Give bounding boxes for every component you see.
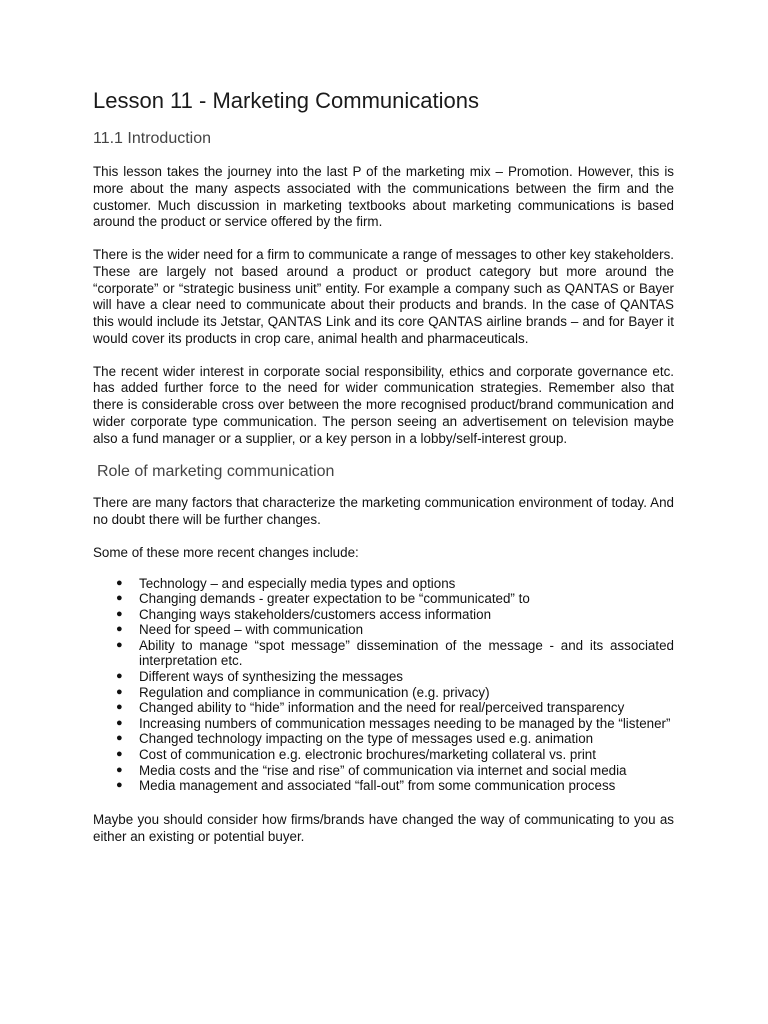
lesson-title: Lesson 11 - Marketing Communications <box>93 88 479 113</box>
changes-list <box>93 576 674 794</box>
list-item <box>93 638 674 669</box>
list-item-text: Cost of communication e.g. electronic brochures/marketing collateral vs. print <box>139 747 596 763</box>
bullet-icon: ● <box>116 748 123 761</box>
closing-paragraph: Maybe you should consider how firms/brands have changed the way of communicating to you as either an existing or potential buyer. <box>93 811 674 844</box>
list-item-text: Changing demands - greater expectation to be “communicated” to <box>139 591 530 607</box>
list-item <box>93 685 674 701</box>
list-item <box>93 591 674 607</box>
list-item-text: Ability to manage “spot message” dissemination of the message - and its associated interpretation etc. <box>139 637 674 669</box>
list-item <box>93 669 674 685</box>
list-item <box>93 763 674 779</box>
list-item-text: Different ways of synthesizing the messages <box>139 669 403 685</box>
list-item-text: Regulation and compliance in communication (e.g. privacy) <box>139 684 490 700</box>
bullet-icon: ● <box>116 732 123 745</box>
list-item-text: Changed ability to “hide” information and the need for real/perceived transparency <box>139 700 625 716</box>
list-item-text: Media management and associated “fall-out” from some communication process <box>139 778 616 794</box>
bullet-icon: ● <box>116 592 123 605</box>
bullet-icon: ● <box>116 607 123 620</box>
list-item <box>93 747 674 763</box>
bullet-icon: ● <box>116 638 123 651</box>
role-paragraph-1: There are many factors that characterize the marketing communication environment of today. And no doubt there will be further changes. <box>93 495 674 527</box>
intro-paragraph-3: The recent wider interest in corporate social responsibility, ethics and corporate governance etc. has added further force to the need for wider communication strategies. Remember also that there is considerable cross over between the more recognised product/brand communication and wider corporate type communication. The person seeing an advertisement on television maybe also a fund manager or a supplier, or a key person in a lobby/self-interest group. <box>93 363 674 446</box>
list-item <box>93 576 674 592</box>
list-item-text: Changed technology impacting on the type of messages used e.g. animation <box>139 731 594 747</box>
bullet-icon: ● <box>116 716 123 729</box>
list-item <box>93 778 674 794</box>
bullet-icon: ● <box>116 623 123 636</box>
list-item-text: Technology – and especially media types and options <box>139 575 456 591</box>
intro-paragraph-1: This lesson takes the journey into the last P of the marketing mix – Promotion. However, this is more about the many aspects associated with the communications between the firm and the customer. Much discussion in marketing textbooks about marketing communications is based around the product or service offered by the firm. <box>93 164 674 230</box>
list-item-text: Changing ways stakeholders/customers access information <box>139 606 492 622</box>
intro-paragraph-2: There is the wider need for a firm to communicate a range of messages to other key stakeholders. These are largely not based around a product or product category but more around the “corporate” or “strategic business unit” entity. For example a company such as QANTAS or Bayer will have a clear need to communicate about their products and brands. In the case of QANTAS this would include its Jetstar, QANTAS Link and its core QANTAS airline brands – and for Bayer it would cover its products in crop care, animal health and pharmaceuticals. <box>93 247 674 346</box>
list-item-text: Need for speed – with communication <box>139 622 364 638</box>
bullet-icon: ● <box>116 701 123 714</box>
bullet-icon: ● <box>116 685 123 698</box>
document-page <box>93 86 674 845</box>
list-item <box>93 700 674 716</box>
role-paragraph-2: Some of these more recent changes include: <box>93 544 359 560</box>
bullet-icon: ● <box>116 576 123 589</box>
role-heading: Role of marketing communication <box>97 463 335 481</box>
list-item-text: Media costs and the “rise and rise” of communication via internet and social media <box>139 762 627 778</box>
introduction-heading: 11.1 Introduction <box>93 130 212 147</box>
bullet-icon: ● <box>116 670 123 683</box>
bullet-icon: ● <box>116 779 123 792</box>
list-item-text: Increasing numbers of communication messages needing to be managed by the “listener” <box>139 715 671 731</box>
list-item <box>93 607 674 623</box>
list-item <box>93 731 674 747</box>
list-item <box>93 622 674 638</box>
bullet-icon: ● <box>116 763 123 776</box>
list-item <box>93 716 674 732</box>
